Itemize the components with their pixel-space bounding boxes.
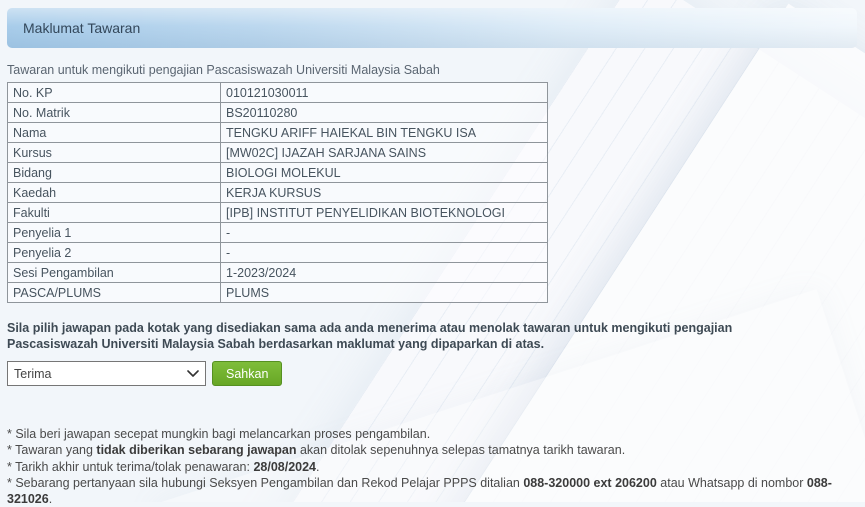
field-label: Fakulti <box>8 203 221 223</box>
field-value: BS20110280 <box>221 103 548 123</box>
field-label: Penyelia 1 <box>8 223 221 243</box>
field-value: TENGKU ARIFF HAIEKAL BIN TENGKU ISA <box>221 123 548 143</box>
note-text: * Sebarang pertanyaan sila hubungi Seksyen Pengambilan dan Rekod Pelajar PPPS ditalian <box>7 475 524 490</box>
note-text: . <box>48 492 53 507</box>
contact-phone: 088-320000 ext 206200 <box>523 475 657 490</box>
table-row <box>8 183 548 203</box>
note-text: atau Whatsapp di nombor <box>656 475 807 490</box>
note-text-bold: tidak diberikan sebarang jawapan <box>96 443 297 458</box>
field-value: PLUMS <box>221 283 548 303</box>
field-value: 1-2023/2024 <box>221 263 548 283</box>
note-line <box>7 426 857 442</box>
table-row <box>8 203 548 223</box>
intro-text: Tawaran untuk mengikuti pengajian Pascasiswazah Universiti Malaysia Sabah <box>7 63 440 77</box>
note-text: * Tawaran yang <box>7 443 97 458</box>
whatsapp-number: 088-321026 <box>7 475 832 507</box>
field-value: - <box>221 243 548 263</box>
field-value: - <box>221 223 548 243</box>
field-label: No. Matrik <box>8 103 221 123</box>
page-title: Maklumat Tawaran <box>23 20 141 36</box>
decision-instruction <box>7 320 857 352</box>
table-row <box>8 223 548 243</box>
field-label: Sesi Pengambilan <box>8 263 221 283</box>
table-row <box>8 283 548 303</box>
confirm-button[interactable]: Sahkan <box>212 361 282 386</box>
deadline-date: 28/08/2024 <box>253 459 316 474</box>
note-text: . <box>316 459 320 474</box>
field-value: BIOLOGI MOLEKUL <box>221 163 548 183</box>
field-value: [IPB] INSTITUT PENYELIDIKAN BIOTEKNOLOGI <box>221 203 548 223</box>
note-text: akan ditolak sepenuhnya selepas tamatnya tarikh tawaran. <box>296 443 626 458</box>
note-text: * Sila beri jawapan secepat mungkin bagi melancarkan proses pengambilan. <box>7 427 431 441</box>
field-label: Kursus <box>8 143 221 163</box>
field-value: KERJA KURSUS <box>221 183 548 203</box>
offer-details-table <box>7 82 548 303</box>
field-label: Kaedah <box>8 183 221 203</box>
table-row <box>8 103 548 123</box>
decision-select[interactable] <box>7 361 206 386</box>
note-line <box>7 475 857 507</box>
field-label: PASCA/PLUMS <box>8 283 221 303</box>
field-value: 010121030011 <box>221 83 548 103</box>
decision-controls <box>7 361 857 386</box>
field-label: Bidang <box>8 163 221 183</box>
field-label: No. KP <box>8 83 221 103</box>
note-line <box>7 442 857 458</box>
table-row <box>8 83 548 103</box>
note-text: * Tarikh akhir untuk terima/tolak penawaran: <box>7 459 254 474</box>
page-header <box>7 8 857 48</box>
table-row <box>8 263 548 283</box>
field-label: Penyelia 2 <box>8 243 221 263</box>
note-line <box>7 459 857 475</box>
table-row <box>8 163 548 183</box>
table-row <box>8 123 548 143</box>
decision-select-wrap <box>7 361 206 386</box>
table-row <box>8 243 548 263</box>
decision-instruction-line2: Pascasiswazah Universiti Malaysia Sabah berdasarkan maklumat yang dipaparkan di atas. <box>7 337 545 351</box>
field-label: Nama <box>8 123 221 143</box>
footer-notes <box>7 426 857 507</box>
decision-instruction-line1: Sila pilih jawapan pada kotak yang disediakan sama ada anda menerima atau menolak tawaran untuk mengikuti pengajian <box>7 321 733 335</box>
field-value: [MW02C] IJAZAH SARJANA SAINS <box>221 143 548 163</box>
table-row <box>8 143 548 163</box>
